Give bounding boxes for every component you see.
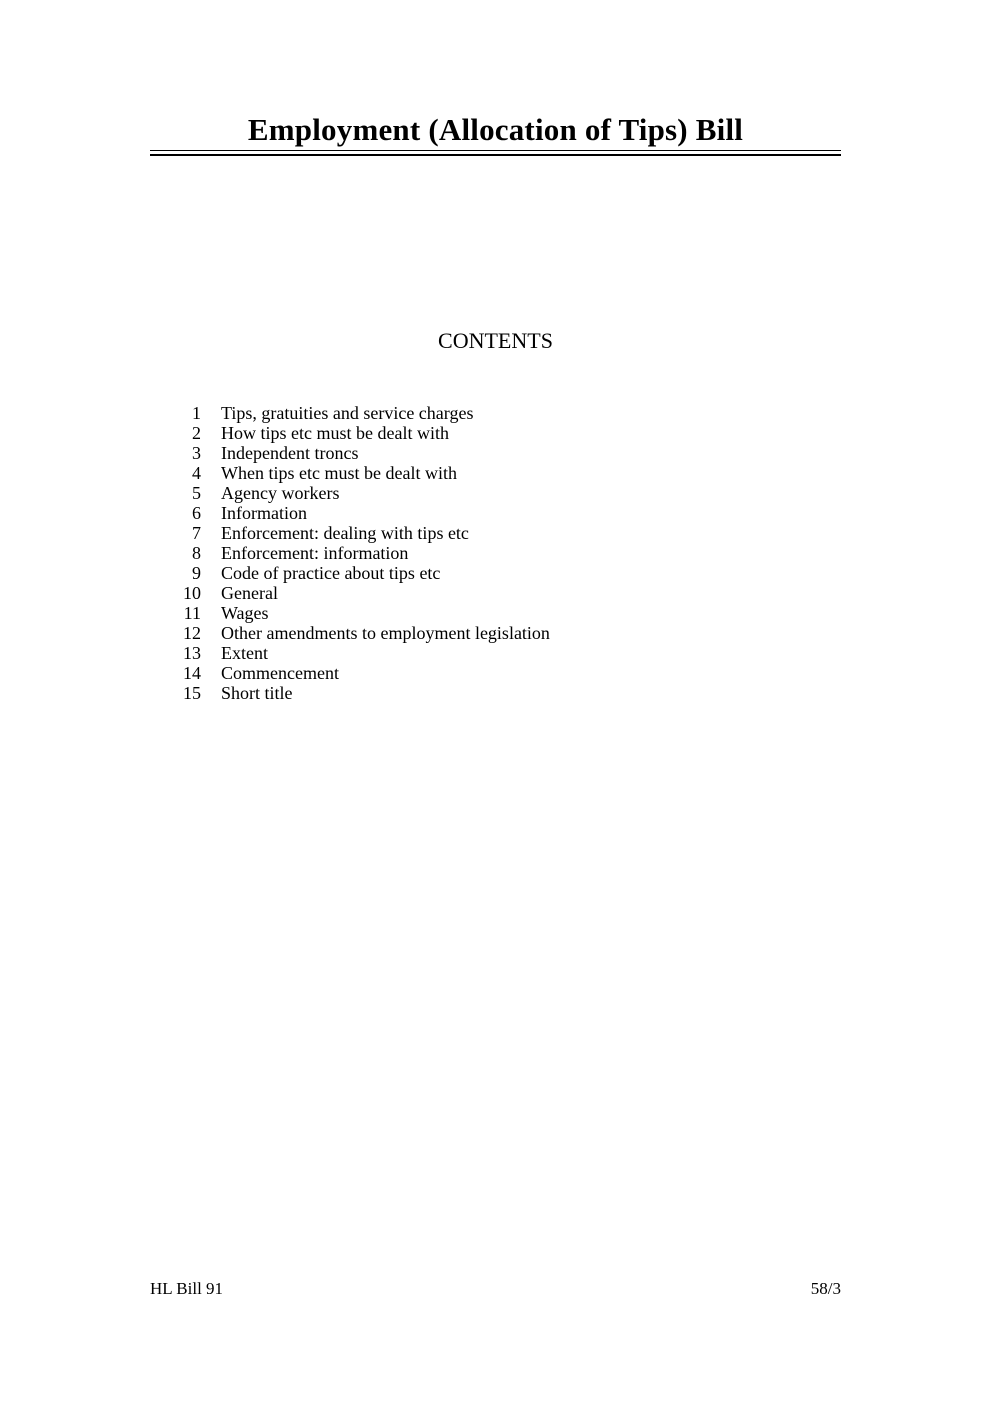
toc-item-number: 13: [183, 643, 201, 663]
toc-item[interactable]: [165, 403, 550, 423]
toc-item[interactable]: [165, 643, 550, 663]
table-of-contents: [165, 403, 550, 703]
toc-item[interactable]: [165, 683, 550, 703]
toc-item[interactable]: [165, 543, 550, 563]
toc-item-title: Independent troncs: [221, 443, 359, 463]
toc-item[interactable]: [165, 583, 550, 603]
toc-item-title: Code of practice about tips etc: [221, 563, 441, 583]
toc-item-title: Commencement: [221, 663, 339, 683]
title-rule-thick: [150, 154, 841, 156]
toc-item-number: 10: [183, 583, 201, 603]
toc-item-title: Other amendments to employment legislation: [221, 623, 550, 643]
toc-item-title: Enforcement: dealing with tips etc: [221, 523, 469, 543]
toc-item-number: 12: [183, 623, 201, 643]
toc-item[interactable]: [165, 663, 550, 683]
toc-item-title: Short title: [221, 683, 293, 703]
toc-item-title: How tips etc must be dealt with: [221, 423, 449, 443]
toc-item[interactable]: [165, 503, 550, 523]
title-rule-thin: [150, 150, 841, 151]
toc-item-number: 5: [192, 483, 201, 503]
toc-item-number: 14: [183, 663, 201, 683]
contents-heading: CONTENTS: [438, 328, 553, 353]
toc-item[interactable]: [165, 483, 550, 503]
toc-item-title: General: [221, 583, 278, 603]
toc-item-number: 3: [192, 443, 201, 463]
toc-item-number: 1: [192, 403, 201, 423]
bill-reference: HL Bill 91: [150, 1279, 224, 1298]
toc-item-number: 9: [192, 563, 201, 583]
toc-item-title: Extent: [221, 643, 268, 663]
toc-item[interactable]: [165, 563, 550, 583]
toc-item[interactable]: [165, 463, 550, 483]
toc-item[interactable]: [165, 603, 550, 623]
toc-item-number: 15: [183, 683, 201, 703]
toc-item-title: When tips etc must be dealt with: [221, 463, 457, 483]
toc-item-number: 7: [192, 523, 201, 543]
toc-item-title: Information: [221, 503, 307, 523]
toc-item[interactable]: [165, 623, 550, 643]
toc-item[interactable]: [165, 523, 550, 543]
toc-item-title: Enforcement: information: [221, 543, 409, 563]
toc-item-title: Tips, gratuities and service charges: [221, 403, 474, 423]
toc-item-number: 6: [192, 503, 201, 523]
toc-item-number: 2: [192, 423, 201, 443]
print-reference: 58/3: [810, 1279, 841, 1298]
toc-item[interactable]: [165, 423, 550, 443]
toc-item-number: 8: [192, 543, 201, 563]
toc-item-number: 4: [192, 463, 201, 483]
toc-item-title: Agency workers: [221, 483, 340, 503]
bill-title: Employment (Allocation of Tips) Bill: [247, 112, 744, 147]
toc-item[interactable]: [165, 443, 550, 463]
toc-item-title: Wages: [221, 603, 269, 623]
toc-item-number: 11: [183, 603, 201, 623]
